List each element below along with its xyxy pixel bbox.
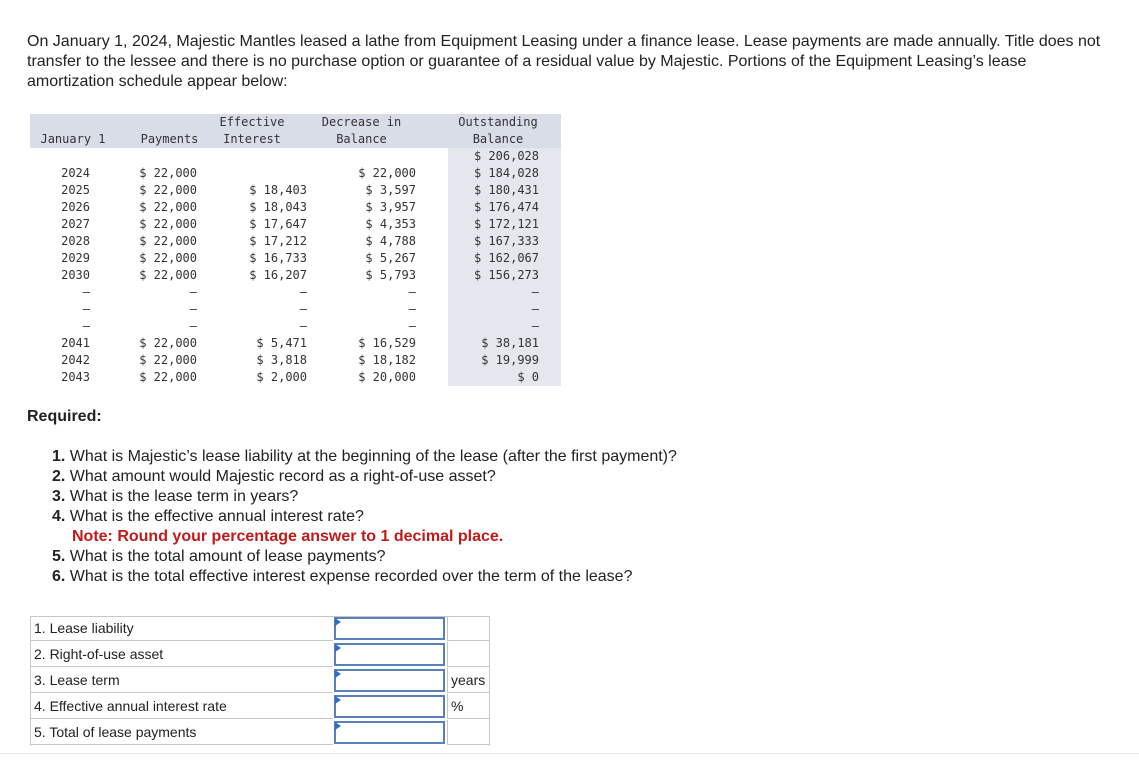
answer-unit-percent: % xyxy=(447,694,490,719)
schedule-balance: $ 167,333 xyxy=(473,234,539,248)
schedule-year: – xyxy=(82,302,90,316)
answer-row-total-payments xyxy=(30,720,490,746)
schedule-year: 2030 xyxy=(61,268,90,282)
schedule-year: 2024 xyxy=(61,166,90,180)
schedule-decrease: $ 16,529 xyxy=(358,336,416,350)
schedule-payment: $ 22,000 xyxy=(139,183,197,197)
schedule-balance: $ 176,474 xyxy=(473,200,539,214)
schedule-decrease: – xyxy=(408,302,416,316)
answer-row-interest-rate xyxy=(30,694,490,720)
schedule-interest: $ 2,000 xyxy=(256,370,307,384)
right-of-use-asset-input[interactable] xyxy=(334,643,445,666)
header-balance-line1: Outstanding xyxy=(458,115,538,129)
header-decrease-line1: Decrease in xyxy=(321,115,402,129)
answer-unit-years: years xyxy=(447,668,490,693)
schedule-balance: $ 156,273 xyxy=(473,268,539,282)
schedule-year: 2029 xyxy=(61,251,90,265)
schedule-year: 2043 xyxy=(61,370,90,384)
schedule-payment: $ 22,000 xyxy=(139,251,197,265)
schedule-interest: – xyxy=(299,319,307,333)
schedule-interest: – xyxy=(299,302,307,316)
schedule-balance: $ 38,181 xyxy=(481,336,539,350)
schedule-interest: $ 18,043 xyxy=(249,200,307,214)
schedule-payment: – xyxy=(189,285,197,299)
schedule-payment: $ 22,000 xyxy=(139,370,197,384)
schedule-decrease: $ 3,597 xyxy=(365,183,416,197)
answer-label: 2. Right-of-use asset xyxy=(30,642,333,667)
schedule-payment: $ 22,000 xyxy=(139,353,197,367)
question-2: 2. What amount would Majestic record as a right-of-use asset? xyxy=(52,468,496,485)
answer-label: 4. Effective annual interest rate xyxy=(30,694,333,719)
schedule-payment: $ 22,000 xyxy=(139,268,197,282)
answer-row-right-of-use-asset xyxy=(30,642,490,668)
question-list xyxy=(52,447,677,587)
answer-row-lease-liability xyxy=(30,616,490,642)
schedule-year: 2025 xyxy=(61,183,90,197)
question-4: 4. What is the effective annual interest rate? xyxy=(52,508,364,525)
initial-balance: $ 206,028 xyxy=(473,149,539,163)
answer-label: 1. Lease liability xyxy=(30,616,333,641)
schedule-balance: $ 172,121 xyxy=(473,217,539,231)
schedule-interest: $ 17,647 xyxy=(249,217,307,231)
schedule-decrease: $ 3,957 xyxy=(365,200,416,214)
schedule-year: – xyxy=(82,319,90,333)
schedule-payment: – xyxy=(189,302,197,316)
schedule-year: 2041 xyxy=(61,336,90,350)
schedule-decrease: – xyxy=(408,319,416,333)
schedule-interest: $ 17,212 xyxy=(249,234,307,248)
schedule-year: 2042 xyxy=(61,353,90,367)
schedule-payment: $ 22,000 xyxy=(139,200,197,214)
answer-label: 3. Lease term xyxy=(30,668,333,693)
schedule-decrease: $ 18,182 xyxy=(358,353,416,367)
question-1: 1. What is Majestic’s lease liability at the beginning of the lease (after the first payment)? xyxy=(52,448,677,465)
header-balance-line2: Balance xyxy=(472,132,524,146)
schedule-balance: $ 180,431 xyxy=(473,183,539,197)
problem-intro: On January 1, 2024, Majestic Mantles leased a lathe from Equipment Leasing under a finance lease. Lease payments are made annually. Title does not transfer to the lessee and there is no purchase option or guarantee of a residual value by Majestic. Portions of the Equipment Leasing’s lease amortization schedule appear below: xyxy=(27,33,1101,90)
answer-row-lease-term xyxy=(30,668,490,694)
schedule-interest: $ 5,471 xyxy=(256,336,307,350)
question-6: 6. What is the total effective interest expense recorded over the term of the lease? xyxy=(52,568,633,585)
schedule-interest: $ 16,207 xyxy=(249,268,307,282)
schedule-year: 2028 xyxy=(61,234,90,248)
required-heading: Required: xyxy=(27,408,102,425)
interest-rate-input[interactable] xyxy=(334,695,445,718)
schedule-year: 2026 xyxy=(61,200,90,214)
schedule-balance: – xyxy=(531,285,539,299)
schedule-payment: – xyxy=(189,319,197,333)
question-3: 3. What is the lease term in years? xyxy=(52,488,299,505)
schedule-balance: $ 162,067 xyxy=(473,251,539,265)
answer-unit xyxy=(447,616,490,641)
total-payments-input[interactable] xyxy=(334,721,445,744)
schedule-balance: – xyxy=(531,302,539,316)
schedule-decrease: $ 20,000 xyxy=(358,370,416,384)
schedule-payment: $ 22,000 xyxy=(139,234,197,248)
schedule-decrease: – xyxy=(408,285,416,299)
answer-unit xyxy=(447,720,490,745)
schedule-decrease: $ 4,788 xyxy=(365,234,416,248)
schedule-year: 2027 xyxy=(61,217,90,231)
schedule-interest: $ 16,733 xyxy=(249,251,307,265)
schedule-payment: $ 22,000 xyxy=(139,336,197,350)
answer-label: 5. Total of lease payments xyxy=(30,720,333,745)
schedule-payment: $ 22,000 xyxy=(139,166,197,180)
question-5: 5. What is the total amount of lease payments? xyxy=(52,548,386,565)
schedule-payment: $ 22,000 xyxy=(139,217,197,231)
schedule-interest: $ 18,403 xyxy=(249,183,307,197)
schedule-balance: $ 0 xyxy=(517,370,539,384)
schedule-balance: $ 184,028 xyxy=(473,166,539,180)
schedule-balance: $ 19,999 xyxy=(481,353,539,367)
schedule-year: – xyxy=(82,285,90,299)
header-year: January 1 xyxy=(40,132,106,146)
rounding-note: Note: Round your percentage answer to 1 decimal place. xyxy=(72,528,504,545)
answer-unit xyxy=(447,642,490,667)
schedule-interest: $ 3,818 xyxy=(256,353,307,367)
header-decrease-line2: Balance xyxy=(336,132,387,146)
schedule-decrease: $ 5,267 xyxy=(365,251,416,265)
schedule-decrease: $ 5,793 xyxy=(365,268,416,282)
header-interest-line1: Effective xyxy=(219,115,285,129)
header-interest-line2: Interest xyxy=(223,132,281,146)
schedule-interest: – xyxy=(299,285,307,299)
schedule-decrease: $ 4,353 xyxy=(365,217,416,231)
footer-divider xyxy=(0,753,1139,754)
schedule-decrease: $ 22,000 xyxy=(358,166,416,180)
header-payments: Payments xyxy=(140,132,199,146)
lease-liability-input[interactable] xyxy=(334,617,445,640)
lease-term-input[interactable] xyxy=(334,669,445,692)
schedule-balance: – xyxy=(531,319,539,333)
